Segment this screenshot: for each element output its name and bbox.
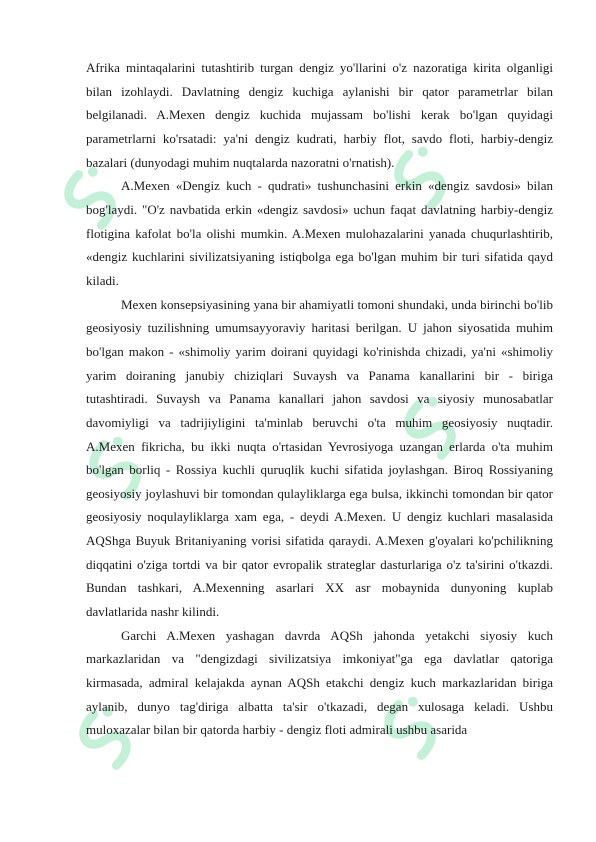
paragraph-1: Afrika mintaqalarini tutashtirib turgan dengiz yo'llarini o'z nazoratiga kirita olganligi bilan izohlaydi. Davlatning dengiz kuchiga aylanishi bir qator parametrlar bilan belgilanadi. A.Mexen dengiz kuchida mujassam bo'lishi kerak bo'lgan quyidagi parametrlarni ko'rsatadi: ya'ni dengiz kudrati, harbiy flot, savdo floti, harbiy-dengiz bazalari (dunyodagi muhim nuqtalarda nazoratni o'rnatish).	[86, 60, 553, 170]
document-body	[86, 56, 553, 742]
paragraph-3: Mexen konsepsiyasining yana bir ahamiyatli tomoni shundaki, unda birinchi bo'lib geosiyosiy tuzilishning umumsayyoraviy haritasi berilgan. U jahon siyosatida muhim bo'lgan makon - «shimoliy yarim doirani quyidagi ko'rinishda chizadi, ya'ni «shimoliy yarim doiraning janubiy chiziqlari Suvaysh va Panama kanallarini bir - biriga tutashtiradi. Suvaysh va Panama kanallari jahon savdosi va siyosiy munosabatlar davomiyligi va tadrijiyligini ta'minlab beruvchi o'ta muhim geosiyosiy nuqtadir. A.Mexen fikricha, bu ikki nuqta o'rtasidan Yevrosiyoga uzangan erlarda o'ta muhim bo'lgan borliq - Rossiya kuchli quruqlik kuchi sifatida joylashgan. Biroq Rossiyaning geosiyosiy joylashuvi bir tomondan qulayliklarga ega bulsa, ikkinchi tomondan bir qator geosiyosiy noqulayliklarga xam ega, - deydi A.Mexen. U dengiz kuchlari masalasida AQShga Buyuk Britaniyaning vorisi sifatida qaraydi. A.Mexen g'oyalari ko'pchilikning diqqatini o'ziga tortdi va bir qator evropalik strateglar dasturlariga o'z ta'sirini o'tkazdi. Bundan tashkari, A.Mexenning asarlari XX asr mobaynida dunyoning kuplab davlatlarida nashr kilindi.	[86, 296, 553, 620]
paragraph-2: A.Mexen «Dengiz kuch - qudrati» tushunchasini erkin «dengiz savdosi» bilan bog'laydi. "O'z navbatida erkin «dengiz savdosi» uchun faqat davlatning harbiy-dengiz flotigina kafolat bo'la olishi mumkin. A.Mexen mulohazalarini yanada chuqurlashtirib, «dengiz kuchlarini sivilizatsiyaning istiqbolga ega bo'lgan muhim bir turi sifatida qayd kiladi.	[86, 178, 553, 288]
paragraph-4: Garchi A.Mexen yashagan davrda AQSh jahonda yetakchi siyosiy kuch markazlaridan va "dengizdagi sivilizatsiya imkoniyat"ga ega davlatlar qatoriga kirmasada, admiral kelajakda aynan AQSh etakchi dengiz kuch markazlaridan biriga aylanib, dunyo tag'diriga albatta ta'sir o'tkazadi, degan xulosaga keladi. Ushbu muloxazalar bilan bir qatorda harbiy - dengiz floti admirali ushbu asarida	[86, 627, 553, 738]
